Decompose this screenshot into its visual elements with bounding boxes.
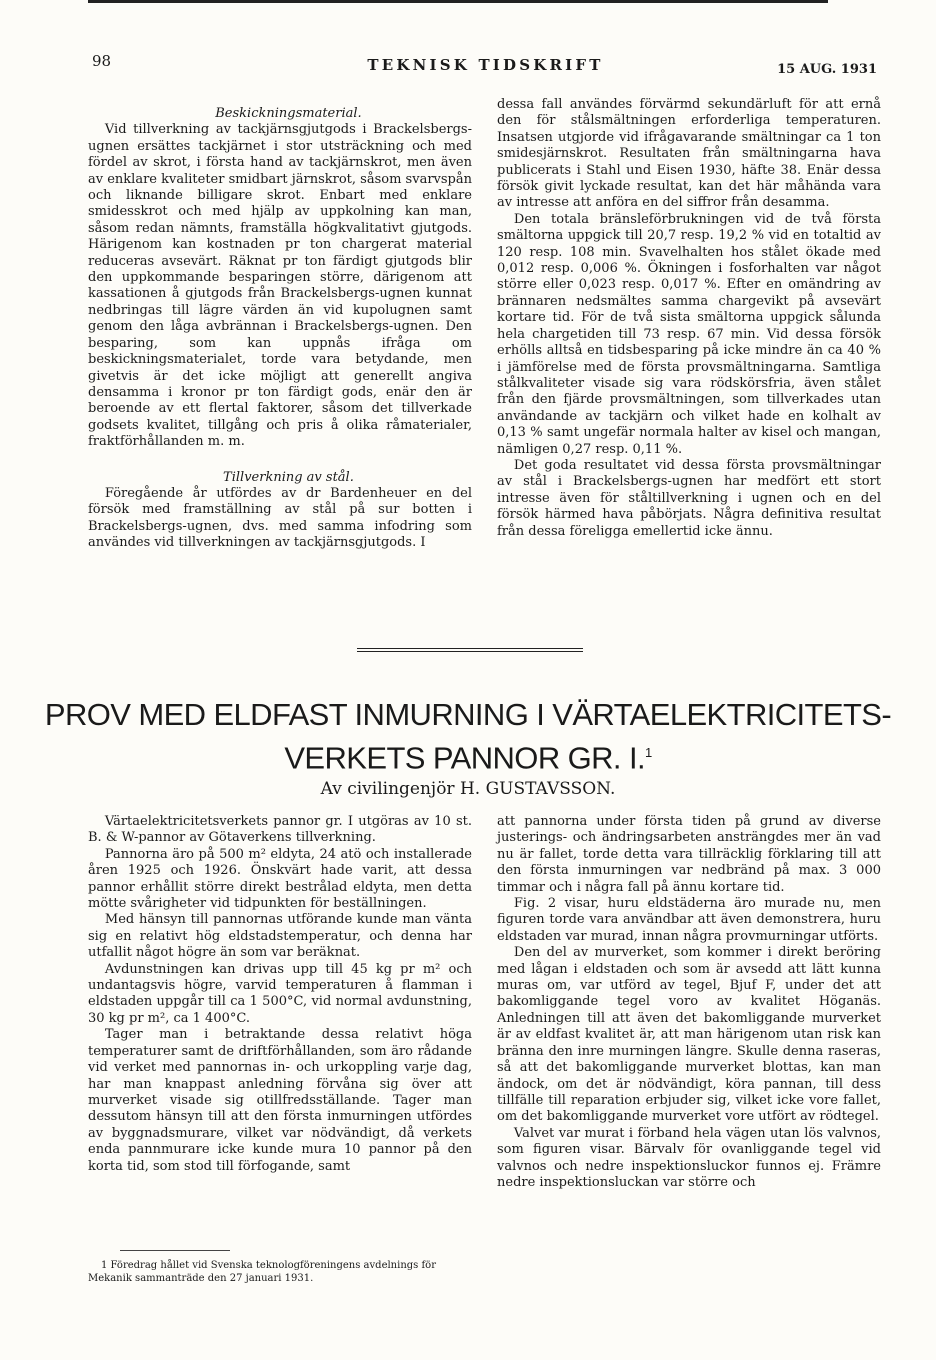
paragraph: Med hänsyn till pannornas utförande kunde man vänta sig en relativt hög eldstadstemperatur, och denna har utfallit något högre än som var beräknat. xyxy=(88,912,472,961)
article-left-column xyxy=(88,814,472,1175)
top-rule xyxy=(88,0,828,3)
paragraph: Den totala bränsleförbrukningen vid de två första smältorna uppgick till 20,7 resp. 19,2 % vid en totaltid av 120 resp. 108 min. Svavelhalten hos stålet ökade med 0,012 resp. 0,006 %. Ökningen i fosforhalten var något större eller 0,023 resp. 0,017 %. Efter en omändring av brännaren nedsmältes samma chargevikt på avsevärt kortare tid. För de två sista smältorna uppgick sålunda hela chargetiden till 73 resp. 67 min. Vid dessa försök erhölls alltså en tidsbesparing på icke mindre än ca 40 % i jämförelse med de första provsmältningarna. Samtliga stålkvaliteter visade sig vara rödskörsfria, även stålet från den fjärde provsmältningen, som tillverkades utan användande av tackjärn och vilket hade en kolhalt av 0,13 % samt ungefär normala halter av kisel och mangan, nämligen 0,27 resp. 0,11 %. xyxy=(497,211,881,457)
footnote-mark: 1 xyxy=(644,745,652,760)
article-title-line1: PROV MED ELDFAST INMURNING I VÄRTAELEKTRICITETS- xyxy=(44,697,892,732)
paragraph: dessa fall användes förvärmd sekundärluft för att ernå den för stålsmältningen erforderliga temperaturen. Insatsen utgjorde vid ifrågavarande smältningar ca 1 ton smidesjärnskrot. Resultaten från smältningarna hava publicerats i Stahl und Eisen 1930, häfte 38. Enär dessa försök givit lyckade resultat, kan det här måhända vara av intresse att anföra en del siffror från desamma. xyxy=(497,97,881,211)
paragraph: Vid tillverkning av tackjärnsgjutgods i Brackelsbergs-ugnen ersättes tackjärnet i stor utsträckning och med fördel av skrot, i första hand av tackjärnskrot, men även av enklare kvaliteter smidbart järnskrot, såsom svarvspån och liknande billigare skrot. Enbart med enklare smidesskrot och med hjälp av uppkolning kan man, såsom redan nämnts, framställa högkvalitativt gjutgods. Härigenom kan kostnaden pr ton chargerat material reduceras avsevärt. Räknat pr ton färdigt gjutgods blir den uppkommande besparingen större, därigenom att kassationen å gjutgods från Brackelsbergs-ugnen kunnat nedbringas till lägre värden än vid kupolugnen samt genom den låga avbrännan i Brackelsbergs-ugnen. Den besparing, som kan uppnås ifråga om beskickningsmaterialet, torde vara betydande, men givetvis är det icke möjligt att generellt angiva densamma i kronor pr ton färdigt gods, enär den är beroende av ett flertal faktorer, såsom det tillverkade godsets kvalitet, tillgång och pris å olika råmaterialer, fraktförhållanden m. m. xyxy=(88,122,472,450)
paragraph: Värtaelektricitetsverkets pannor gr. I utgöras av 10 st. B. & W-pannor av Götaverkens tillverkning. xyxy=(88,814,472,846)
journal-title: TEKNISK TIDSKRIFT xyxy=(367,56,604,74)
section-heading-tillverkning-av-stal: Tillverkning av stål. xyxy=(223,469,354,485)
top-right-column xyxy=(497,97,881,540)
title-text: VERKETS PANNOR GR. I. xyxy=(284,740,645,776)
article-right-column xyxy=(497,814,881,1191)
article-author: Av civilingenjör H. GUSTAVSSON. xyxy=(320,779,616,799)
article-title-line2 xyxy=(40,734,896,777)
footnote-rule xyxy=(120,1250,230,1251)
section-divider xyxy=(357,648,583,654)
page-header xyxy=(88,52,883,78)
top-left-column xyxy=(88,106,472,552)
footnote: 1 Föredrag hållet vid Svenska teknologföreningens avdelnings för Mekanik sammanträde den 27 januari 1931. xyxy=(88,1260,436,1284)
paragraph: Tager man i betraktande dessa relativt höga temperaturer samt de driftförhållanden, som äro rådande vid verket med pannornas in- och urkoppling varje dag, har man knappast anledning förvåna sig över att murverket visade sig otillfredsställande. Tager man dessutom hänsyn till att den första inmurningen utfördes av byggnadsmurare, vilket var nödvändigt, då verkets enda pannmurare icke kunde mura 10 pannor på den korta tid, som stod till förfogande, samt xyxy=(88,1027,472,1174)
page-number: 98 xyxy=(92,52,112,70)
issue-date: 15 AUG. 1931 xyxy=(777,62,877,77)
section-heading-beskickningsmaterial: Beskickningsmaterial. xyxy=(215,106,362,121)
paragraph: Pannorna äro på 500 m² eldyta, 24 atö och installerade åren 1925 och 1926. Önskvärt hade varit, att dessa pannor erhållit större direkt bestrålad eldyta, men detta mötte svårigheter vid tidpunkten för beställningen. xyxy=(88,846,472,912)
paragraph: Den del av murverket, som kommer i direkt beröring med lågan i eldstaden och som är avsedd att lätt kunna muras om, var utförd av tegel, Bjuf F, under det att bakomliggande tegel voro av kvalitet Höganäs. Anledningen till att även det bakomliggande murverket är av eldfast kvalitet är, att man härigenom utan risk kan bränna den inre murningen längre. Skulle denna raseras, så att det bakomliggande murverket blottas, kan man ändock, om det är nödvändigt, köra pannan, till dess tillfälle till reparation erbjuder sig, vilket icke vore fallet, om det bakomliggande murverket vore utfört av rödtegel. xyxy=(497,945,881,1125)
paragraph: Valvet var murat i förband hela vägen utan lös valvnos, som figuren visar. Bärvalv för ovanliggande tegel vid valvnos och nedre inspektionsluckor funnos ej. Främre nedre inspektionsluckan var större och xyxy=(497,1125,881,1190)
paragraph: att pannorna under första tiden på grund av diverse justerings- och ändringsarbeten ansträngdes mer än vad nu är fallet, torde detta vara tillräcklig förklaring till att den första inmurningen var nedbränd på max. 3 000 timmar och i några fall på ännu kortare tid. xyxy=(497,814,881,895)
paragraph: Föregående år utfördes av dr Bardenheuer en del försök med framställning av stål på sur botten i Brackelsbergs-ugnen, dvs. med samma infodring som användes vid tillverkningen av tackjärnsgjutgods. I xyxy=(88,485,472,551)
paragraph: Fig. 2 visar, huru eldstäderna äro murade nu, men figuren torde vara användbar att även demonstrera, huru eldstaden var murad, innan några provmurningar utförts. xyxy=(497,896,881,944)
paragraph: Avdunstningen kan drivas upp till 45 kg pr m² och undantagsvis högre, varvid temperaturen å flamman i eldstaden uppgår till ca 1 500°C, vid normal avdunstning, 30 kg pr m², ca 1 400°C. xyxy=(88,961,472,1026)
paragraph: Det goda resultatet vid dessa första provsmältningar av stål i Brackelsbergs-ugnen har medfört ett stort intresse även för ståltillverkning i ugnen och en del försök härmed hava påbörjats. Några definitiva resultat från dessa föreligga emellertid icke ännu. xyxy=(497,457,881,539)
